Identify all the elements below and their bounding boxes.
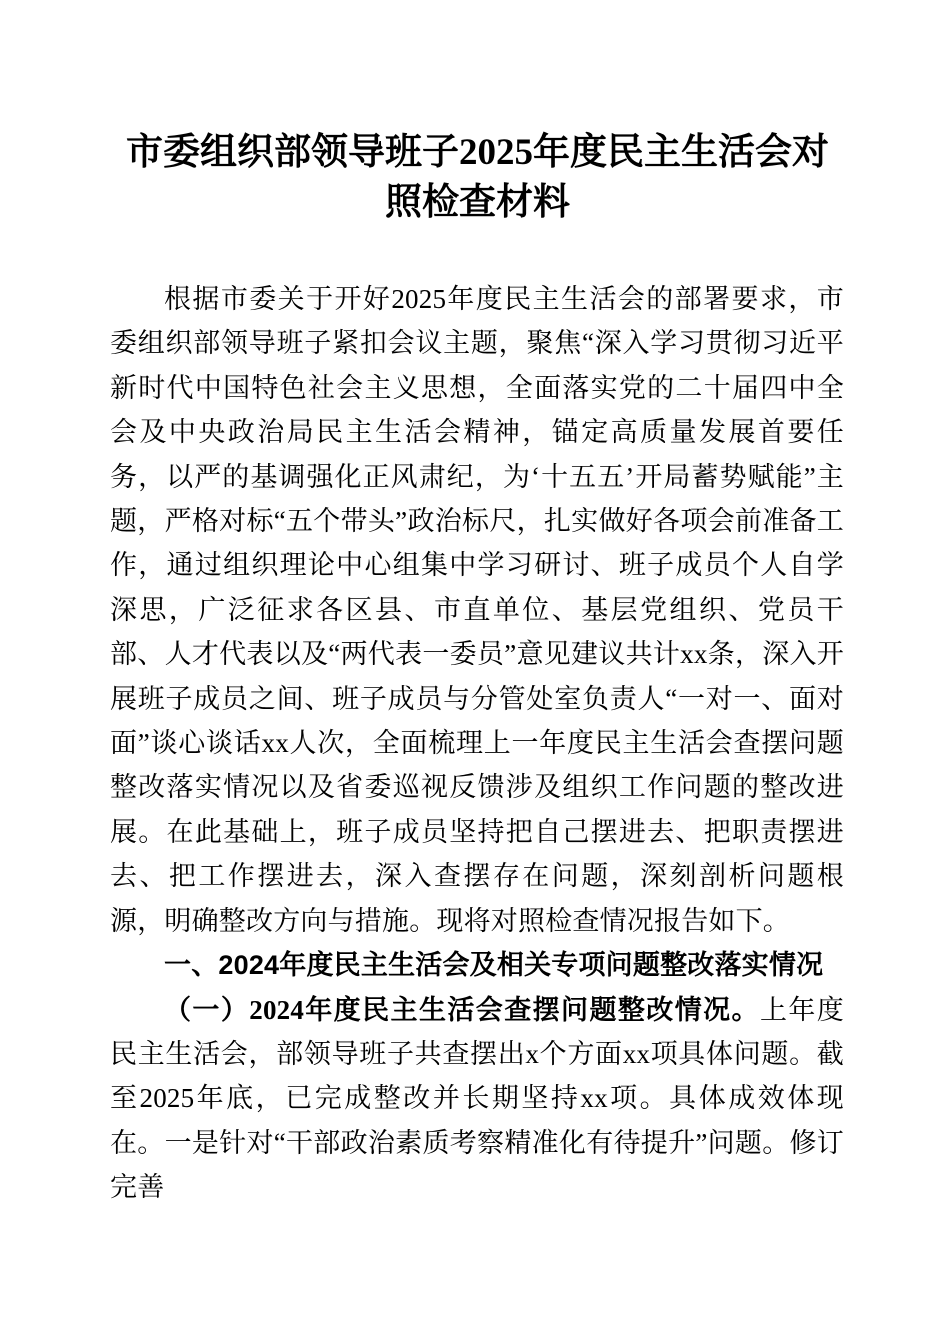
document-title: 市委组织部领导班子2025年度民主生活会对照检查材料 <box>126 132 829 223</box>
section-1-heading: 一、2024年度民主生活会及相关专项问题整改落实情况 <box>164 950 824 981</box>
opening-paragraph: 根据市委关于开好2025年度民主生活会的部署要求，市委组织部领导班子紧扣会议主题，聚焦“深入学习贯彻习近平新时代中国特色社会主义思想，全面落实党的二十届四中全会及中央政治局民主生活会精神，锚定高质量发展首要任务，以严的基调强化正风肃纪，为‘十五五’开局蓄势赋能”主题，严格对标“五个带头”政治标尺，扎实做好各项会前准备工作，通过组织理论中心组集中学习研讨、班子成员个人自学深思，广泛征求各区县、市直单位、基层党组织、党员干部、人才代表以及“两代表一委员”意见建议共计xx条，深入开展班子成员之间、班子成员与分管处室负责人“一对一、面对面”谈心谈话xx人次，全面梳理上一年度民主生活会查摆问题整改落实情况以及省委巡视反馈涉及组织工作问题的整改进展。在此基础上，班子成员坚持把自己摆进去、把职责摆进去、把工作摆进去，深入查摆存在问题，深刻剖析问题根源，明确整改方向与措施。现将对照检查情况报告如下。 <box>110 284 844 936</box>
section-1-subsection-1-paragraph <box>110 988 844 1210</box>
subsection-1-lead: （一）2024年度民主生活会查摆问题整改情况。 <box>164 994 760 1025</box>
subsection-1-text: 上年度民主生活会，部领导班子共查摆出x个方面xx项具体问题。截至2025年底，已完成整改并长期坚持xx项。具体成效体现在。一是针对“干部政治素质考察精准化有待提升”问题。修订完善 <box>110 994 844 1203</box>
document-body <box>110 277 844 1210</box>
